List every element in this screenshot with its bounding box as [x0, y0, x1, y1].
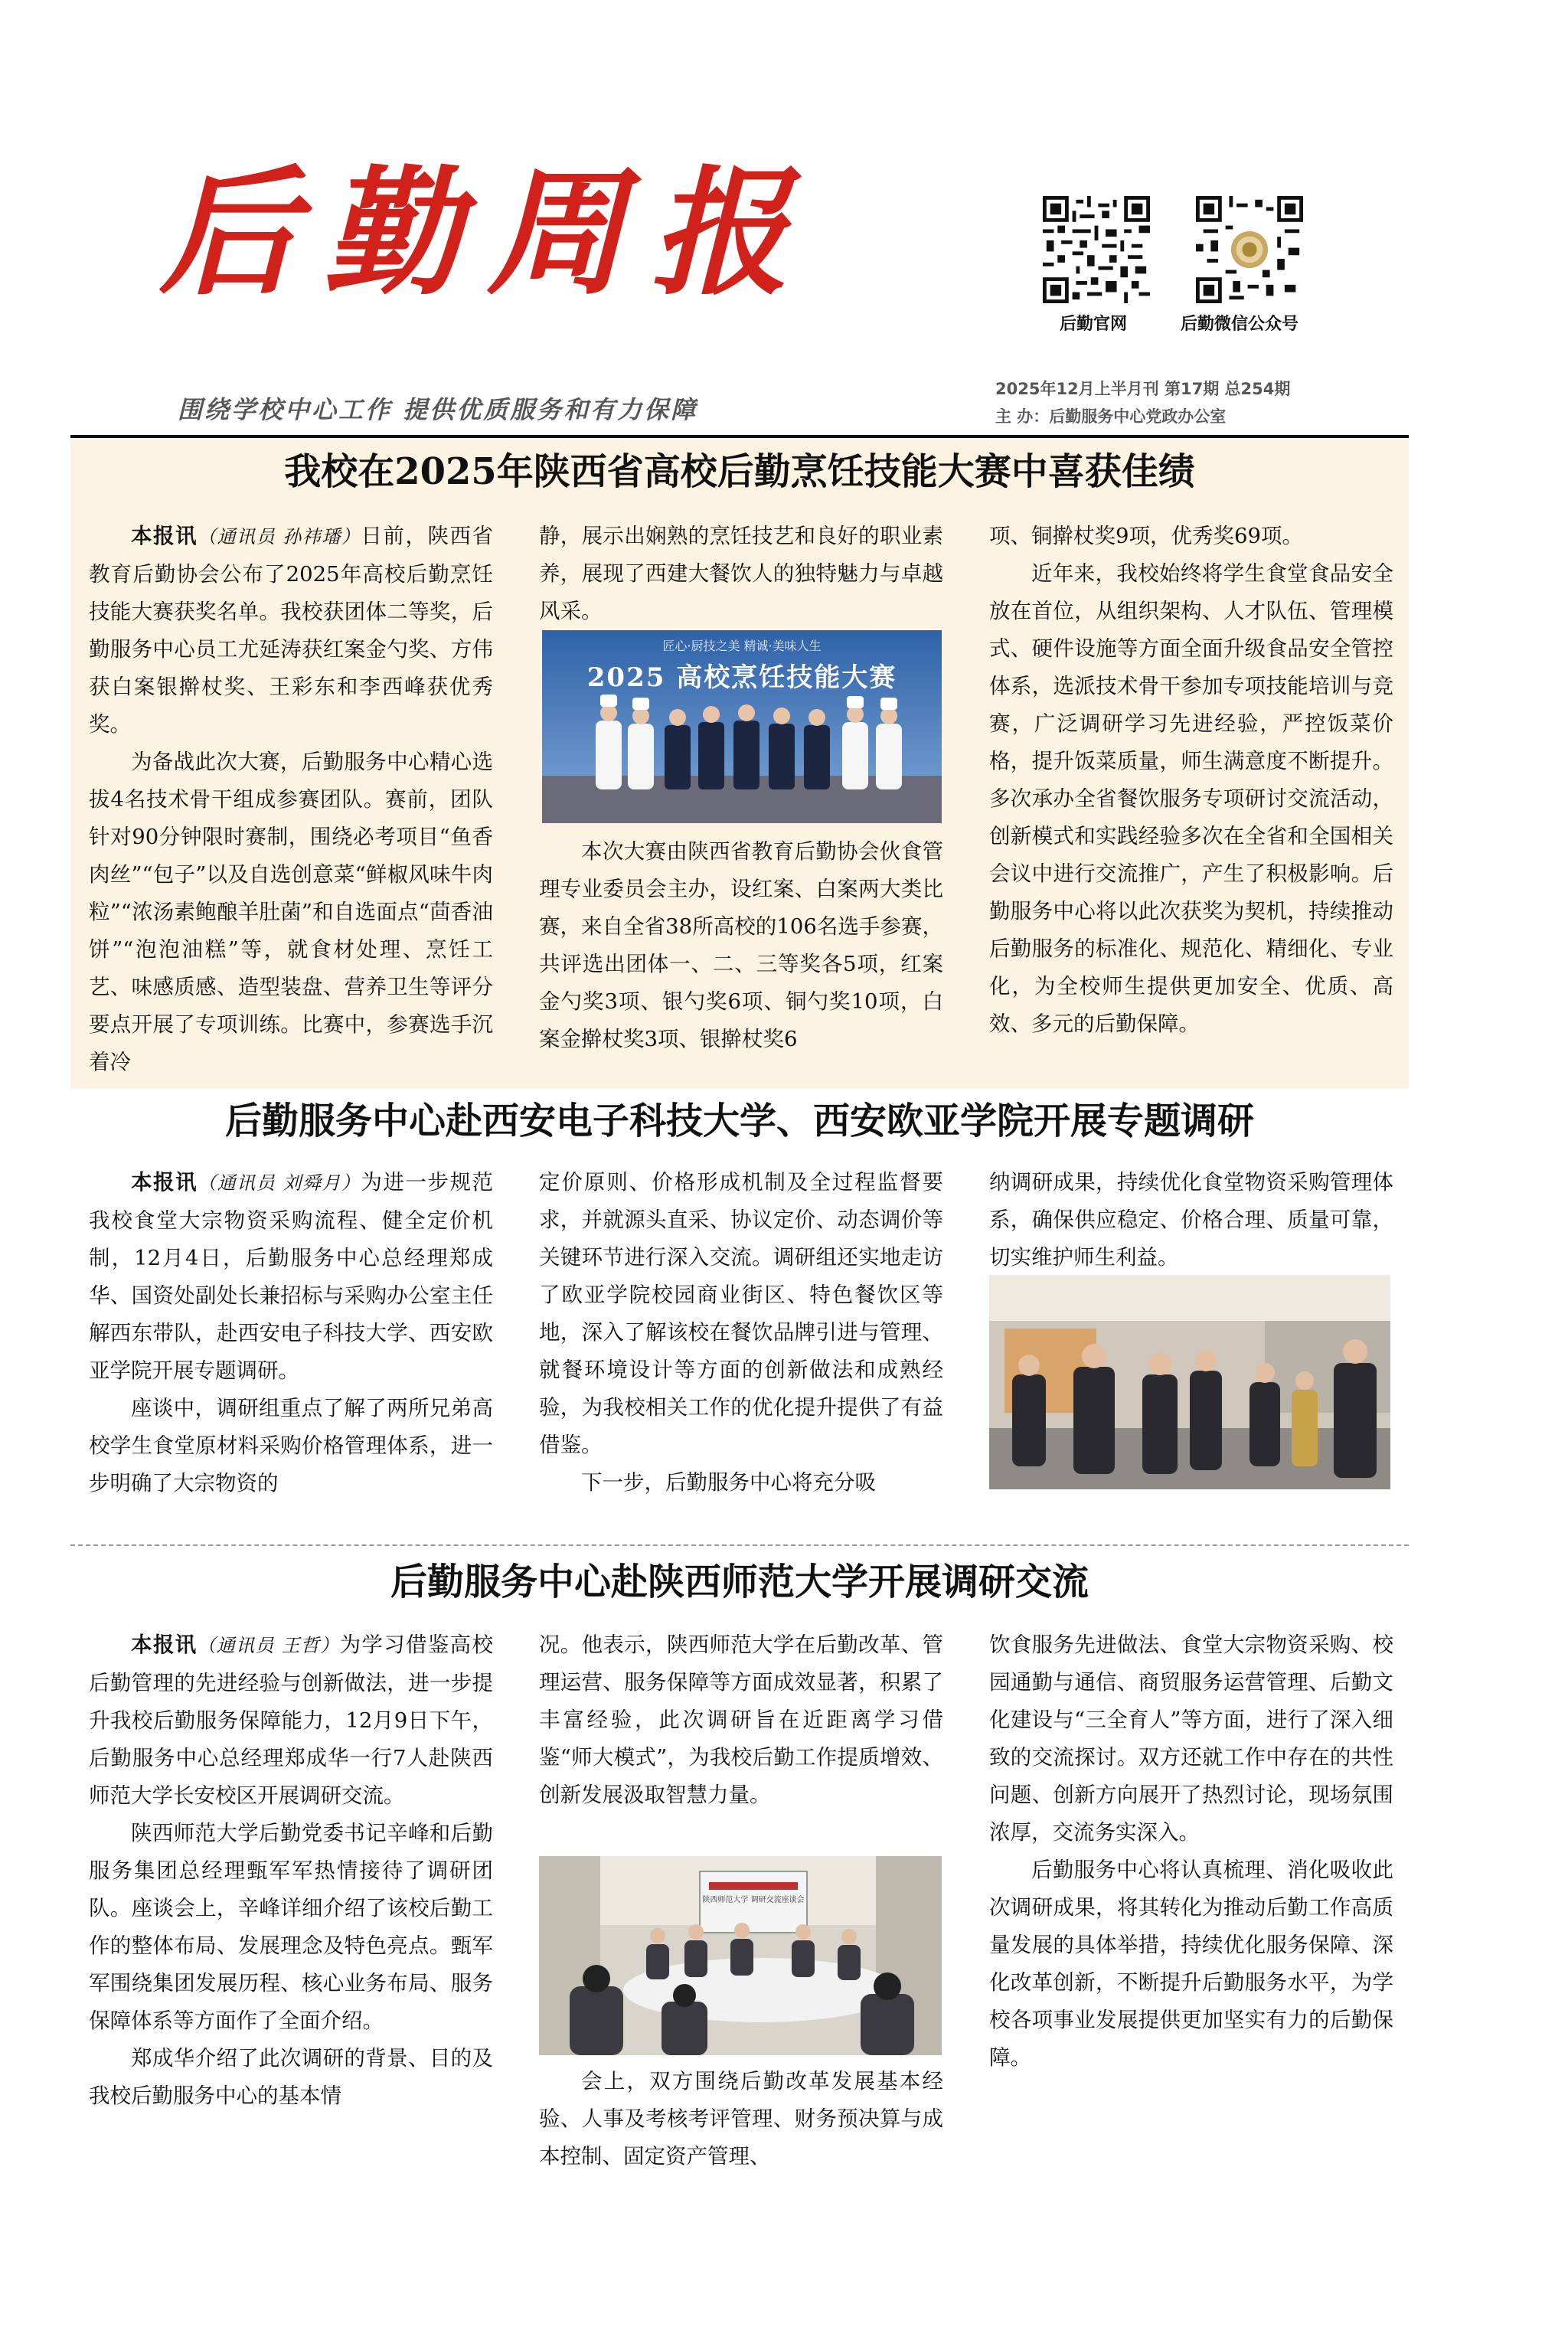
byline: （通讯员 刘舜月）	[198, 1172, 361, 1194]
article1-paragraph: 项、铜擀杖奖9项，优秀奖69项。	[989, 524, 1303, 548]
article1-paragraph: 近年来，我校始终将学生食堂食品安全放在首位，从组织架构、人才队伍、管理模式、硬件设施等方面全面升级食品安全管控体系，选派技术骨干参加专项技能培训与竞赛，广泛调研学习先进经验，严控饭菜价格，提升饭菜质量，师生满意度不断提升。多次承办全省餐饮服务专项研讨交流活动，创新模式和实践经验多次在全省和全国相关会议中进行交流推广，产生了积极影响。后勤服务中心将以此次获奖为契机，持续推动后勤服务的标准化、规范化、精细化、专业化，为全校师生提供更加安全、优质、高效、多元的后勤保障。	[989, 561, 1393, 1036]
article3-col1	[89, 1626, 493, 2115]
masthead-rule	[70, 435, 1409, 438]
article3-paragraph: 饮食服务先进做法、食堂大宗物资采购、校园通勤与通信、商贸服务运营管理、后勤文化建设与“三全育人”等方面，进行了深入细致的交流探讨。双方还就工作中存在的共性问题、创新方向展开了热烈讨论，现场氛围浓厚，交流务实深入。	[989, 1633, 1393, 1845]
byline: （通讯员 孙祎璠）	[198, 526, 361, 547]
article3-paragraph: 况。他表示，陕西师范大学在后勤改革、管理运营、服务保障等方面成效显著，积累了丰富经验，此次调研旨在近距离学习借鉴“师大模式”，为我校后勤工作提质增效、创新发展汲取智慧力量。	[539, 1633, 943, 1807]
article1-paragraph: 本报讯（通讯员 孙祎璠）日前，陕西省教育后勤协会公布了2025年高校后勤烹饪技能大赛获奖名单。我校获团体二等奖，后勤服务中心员工尤延涛获红案金勺奖、方伟获白案银擀杖奖、王彩东和李西峰获优秀奖。	[89, 524, 494, 737]
qr-code-wechat[interactable]	[1196, 196, 1303, 303]
article1-headline: 我校在2025年陕西省高校后勤烹饪技能大赛中喜获佳绩	[284, 450, 1195, 493]
article2-paragraph: 纳调研成果，持续优化食堂物资采购管理体系，确保供应稳定、价格合理、质量可靠，切实维护师生利益。	[989, 1170, 1393, 1270]
masthead-title: 后勤周报	[159, 152, 815, 314]
article3-paragraph: 本报讯（通讯员 王哲）为学习借鉴高校后勤管理的先进经验与创新做法，进一步提升我校后勤服务保障能力，12月9日下午，后勤服务中心总经理郑成华一行7人赴陕西师范大学长安校区开展调研交流。	[89, 1633, 494, 1808]
article2-paragraph: 定价原则、价格形成机制及全过程监督要求，并就源头直采、协议定价、动态调价等关键环节进行深入交流。调研组还实地走访了欧亚学院校园商业街区、特色餐饮区等地，深入了解该校在餐饮品牌引进与管理、就餐环境设计等方面的创新做法和成熟经验，为我校相关工作的优化提升提供了有益借鉴。	[539, 1170, 943, 1457]
article2-headline: 后勤服务中心赴西安电子科技大学、西安欧亚学院开展专题调研	[224, 1100, 1254, 1142]
dateline: 本报讯	[131, 524, 198, 548]
qr-code-website[interactable]	[1043, 196, 1150, 303]
article3-headline: 后勤服务中心赴陕西师范大学开展调研交流	[390, 1561, 1089, 1603]
article3-col2-lower	[539, 2063, 943, 2175]
photo-cooking-competition	[542, 630, 942, 823]
article1-col2	[539, 518, 943, 630]
article3-col2	[539, 1626, 943, 1814]
article1-col3	[989, 518, 1393, 1043]
article2-paragraph: 座谈中，调研组重点了解了两所兄弟高校学生食堂原材料采购价格管理体系，进一步明确了大宗物资的	[89, 1396, 493, 1495]
article1-col1	[89, 518, 493, 1081]
qr-code-icon	[1043, 196, 1150, 303]
qr-right-label: 后勤微信公众号	[1181, 315, 1299, 334]
photo-screen-text: 陕西师范大学 调研交流座谈会	[702, 1896, 805, 1904]
article3-paragraph: 郑成华介绍了此次调研的背景、目的及我校后勤服务中心的基本情	[89, 2046, 493, 2108]
article2-paragraph: 本报讯（通讯员 刘舜月）为进一步规范我校食堂大宗物资采购流程、健全定价机制，12月4日，后勤服务中心总经理郑成华、国资处副处长兼招标与采购办公室主任解西东带队，赴西安电子科技大学、西安欧亚学院开展专题调研。	[89, 1170, 494, 1383]
article1-paragraph: 本次大赛由陕西省教育后勤协会伙食管理专业委员会主办，设红案、白案两大类比赛，来自全省38所高校的106名选手参赛，共评选出团体一、二、三等奖各5项，红案金勺奖3项、银勺奖6项、铜勺奖10项，白案金擀杖奖3项、银擀杖奖6	[539, 839, 943, 1051]
article2-col3	[989, 1164, 1393, 1276]
section-divider	[70, 1544, 1409, 1546]
photo-site-visit	[989, 1275, 1390, 1489]
host-line: 主 办：后勤服务中心党政办公室	[995, 407, 1227, 426]
photo-banner-text: 2025 高校烹饪技能大赛	[586, 662, 897, 693]
article3-paragraph: 后勤服务中心将认真梳理、消化吸收此次调研成果，将其转化为推动后勤工作高质量发展的具体举措，持续优化服务保障、深化改革创新，不断提升后勤服务水平，为学校各项事业发展提供更加坚实有力的后勤保障。	[989, 1858, 1393, 2070]
article3-paragraph: 会上，双方围绕后勤改革发展基本经验、人事及考核考评管理、财务预决算与成本控制、固定资产管理、	[539, 2069, 943, 2169]
dateline: 本报讯	[131, 1633, 198, 1657]
article2-paragraph: 下一步，后勤服务中心将充分吸	[581, 1470, 876, 1495]
article2-col1	[89, 1164, 493, 1502]
issue-line: 2025年12月上半月刊 第17期 总254期	[995, 380, 1291, 398]
article3-paragraph: 陕西师范大学后勤党委书记辛峰和后勤服务集团总经理甄军军热情接待了调研团队。座谈会上，辛峰详细介绍了该校后勤工作的整体布局、发展理念及特色亮点。甄军军围绕集团发展历程、核心业务布局、服务保障体系等方面作了全面介绍。	[89, 1821, 493, 2033]
qr-code-icon	[1196, 196, 1303, 303]
photo-top-text: 匠心·厨技之美 精诚·美味人生	[662, 639, 822, 653]
masthead-slogan: 围绕学校中心工作 提供优质服务和有力保障	[178, 395, 698, 424]
article3-col3	[989, 1626, 1393, 2077]
article1-paragraph: 静，展示出娴熟的烹饪技艺和良好的职业素养，展现了西建大餐饮人的独特魅力与卓越风采。	[539, 524, 943, 623]
photo-meeting	[539, 1856, 942, 2055]
dateline: 本报讯	[131, 1170, 198, 1195]
article1-paragraph: 为备战此次大赛，后勤服务中心精心选拔4名技术骨干组成参赛团队。赛前，团队针对90分钟限时赛制，围绕必考项目“鱼香肉丝”“包子”以及自选创意菜“鲜椒风味牛肉粒”“浓汤素鲍酿羊肚菌”和自选面点“茴香油饼”“泡泡油糕”等，就食材处理、烹饪工艺、味感质感、造型装盘、营养卫生等评分要点开展了专项训练。比赛中，参赛选手沉着冷	[89, 750, 493, 1074]
article1-col2-lower	[539, 833, 943, 1058]
byline: （通讯员 王哲）	[197, 1635, 340, 1656]
article2-col2	[539, 1164, 943, 1502]
qr-left-label: 后勤官网	[1060, 315, 1128, 334]
